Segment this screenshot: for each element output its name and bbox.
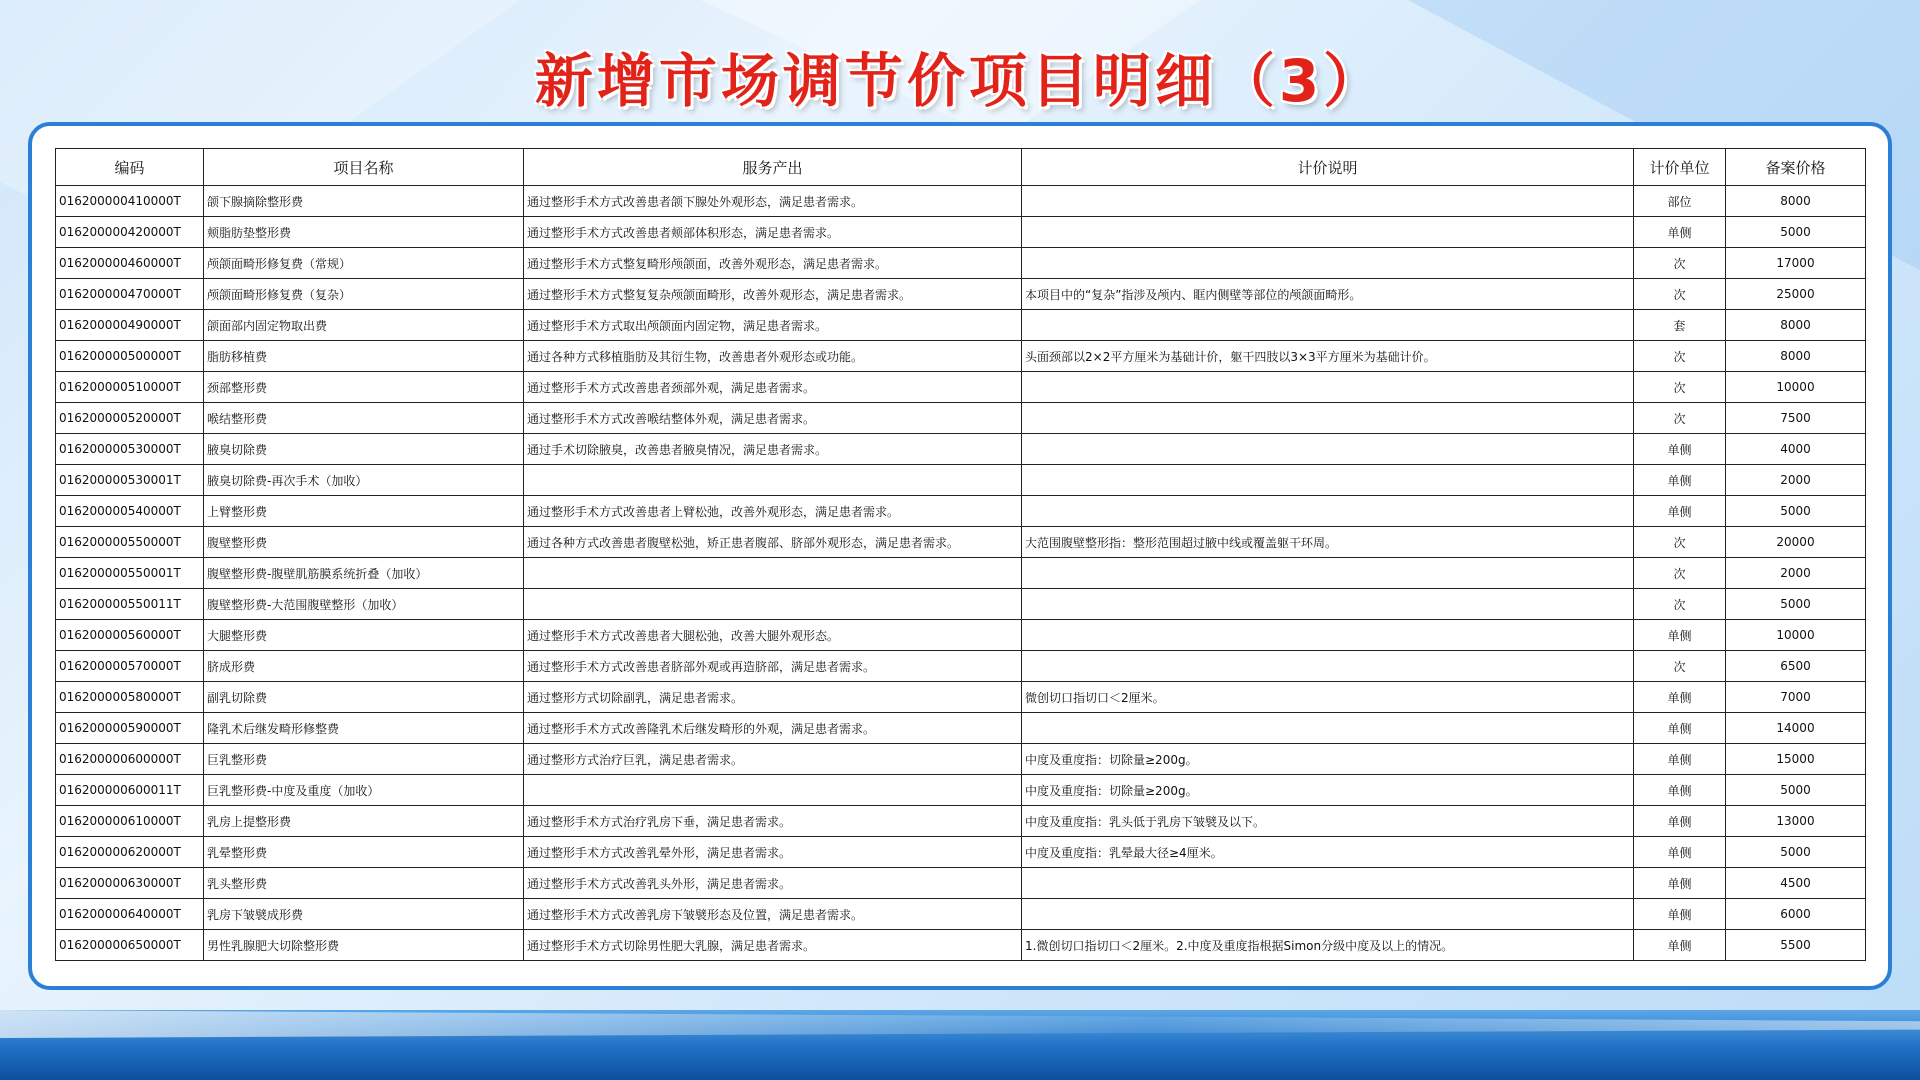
- cell-filed-price: 2000: [1726, 558, 1866, 589]
- cell-pricing-unit: 单侧: [1634, 682, 1726, 713]
- cell-pricing-unit: 单侧: [1634, 713, 1726, 744]
- cell-code: 016200000550001T: [56, 558, 204, 589]
- price-table: [55, 148, 1866, 961]
- table-row: [56, 403, 1866, 434]
- cell-code: 016200000580000T: [56, 682, 204, 713]
- cell-item-name: 乳房上提整形费: [204, 806, 524, 837]
- cell-item-name: 腋臭切除费: [204, 434, 524, 465]
- cell-item-name: 上臂整形费: [204, 496, 524, 527]
- table-row: [56, 434, 1866, 465]
- cell-service-output: 通过整形手术方式取出颅颌面内固定物，满足患者需求。: [524, 310, 1022, 341]
- table-row: [56, 341, 1866, 372]
- cell-filed-price: 4500: [1726, 868, 1866, 899]
- bottom-decor-band: [0, 1010, 1920, 1080]
- cell-filed-price: 13000: [1726, 806, 1866, 837]
- table-row: [56, 806, 1866, 837]
- cell-filed-price: 7000: [1726, 682, 1866, 713]
- cell-service-output: 通过整形手术方式改善乳房下皱襞形态及位置，满足患者需求。: [524, 899, 1022, 930]
- cell-item-name: 脂肪移植费: [204, 341, 524, 372]
- header-code: 编码: [56, 149, 204, 186]
- cell-service-output: 通过整形方式切除副乳，满足患者需求。: [524, 682, 1022, 713]
- cell-item-name: 喉结整形费: [204, 403, 524, 434]
- cell-service-output: 通过整形手术方式整复复杂颅颌面畸形，改善外观形态，满足患者需求。: [524, 279, 1022, 310]
- cell-service-output: 通过整形手术方式改善患者颌下腺处外观形态，满足患者需求。: [524, 186, 1022, 217]
- cell-pricing-note: [1022, 186, 1634, 217]
- cell-item-name: 腹壁整形费: [204, 527, 524, 558]
- table-row: [56, 868, 1866, 899]
- cell-service-output: [524, 775, 1022, 806]
- table-row: [56, 620, 1866, 651]
- cell-pricing-note: [1022, 217, 1634, 248]
- cell-code: 016200000530001T: [56, 465, 204, 496]
- cell-pricing-note: 1.微创切口指切口＜2厘米。2.中度及重度指根据Simon分级中度及以上的情况。: [1022, 930, 1634, 961]
- table-row: [56, 651, 1866, 682]
- cell-filed-price: 8000: [1726, 186, 1866, 217]
- cell-pricing-note: [1022, 465, 1634, 496]
- cell-pricing-note: [1022, 899, 1634, 930]
- cell-item-name: 男性乳腺肥大切除整形费: [204, 930, 524, 961]
- cell-pricing-note: 头面颈部以2×2平方厘米为基础计价，躯干四肢以3×3平方厘米为基础计价。: [1022, 341, 1634, 372]
- cell-item-name: 巨乳整形费: [204, 744, 524, 775]
- cell-service-output: 通过各种方式移植脂肪及其衍生物，改善患者外观形态或功能。: [524, 341, 1022, 372]
- cell-pricing-unit: 单侧: [1634, 837, 1726, 868]
- cell-pricing-unit: 次: [1634, 248, 1726, 279]
- table-row: [56, 310, 1866, 341]
- cell-pricing-note: [1022, 589, 1634, 620]
- cell-filed-price: 17000: [1726, 248, 1866, 279]
- table-row: [56, 713, 1866, 744]
- cell-code: 016200000600000T: [56, 744, 204, 775]
- cell-code: 016200000560000T: [56, 620, 204, 651]
- cell-item-name: 脐成形费: [204, 651, 524, 682]
- cell-filed-price: 7500: [1726, 403, 1866, 434]
- cell-filed-price: 5000: [1726, 589, 1866, 620]
- cell-item-name: 腹壁整形费-大范围腹壁整形（加收）: [204, 589, 524, 620]
- page-title: 新增市场调节价项目明细（3）: [534, 47, 1386, 115]
- cell-pricing-note: [1022, 248, 1634, 279]
- cell-service-output: 通过手术切除腋臭，改善患者腋臭情况，满足患者需求。: [524, 434, 1022, 465]
- cell-pricing-note: [1022, 434, 1634, 465]
- cell-filed-price: 15000: [1726, 744, 1866, 775]
- cell-pricing-note: [1022, 868, 1634, 899]
- cell-pricing-note: 大范围腹壁整形指：整形范围超过腋中线或覆盖躯干环周。: [1022, 527, 1634, 558]
- cell-service-output: 通过整形手术方式改善患者大腿松弛，改善大腿外观形态。: [524, 620, 1022, 651]
- table-row: [56, 527, 1866, 558]
- cell-pricing-unit: 单侧: [1634, 620, 1726, 651]
- cell-filed-price: 6000: [1726, 899, 1866, 930]
- table-header-row: [56, 149, 1866, 186]
- header-pricing-note: 计价说明: [1022, 149, 1634, 186]
- header-pricing-unit: 计价单位: [1634, 149, 1726, 186]
- cell-pricing-note: [1022, 496, 1634, 527]
- cell-service-output: 通过整形手术方式改善患者脐部外观或再造脐部，满足患者需求。: [524, 651, 1022, 682]
- cell-pricing-unit: 次: [1634, 558, 1726, 589]
- cell-pricing-unit: 单侧: [1634, 434, 1726, 465]
- cell-filed-price: 4000: [1726, 434, 1866, 465]
- table-row: [56, 899, 1866, 930]
- cell-filed-price: 8000: [1726, 310, 1866, 341]
- header-service-output: 服务产出: [524, 149, 1022, 186]
- table-row: [56, 558, 1866, 589]
- cell-item-name: 颅颌面畸形修复费（复杂）: [204, 279, 524, 310]
- cell-pricing-unit: 单侧: [1634, 806, 1726, 837]
- cell-item-name: 腋臭切除费-再次手术（加收）: [204, 465, 524, 496]
- cell-code: 016200000510000T: [56, 372, 204, 403]
- cell-code: 016200000530000T: [56, 434, 204, 465]
- table-row: [56, 589, 1866, 620]
- table-row: [56, 837, 1866, 868]
- cell-code: 016200000550011T: [56, 589, 204, 620]
- bottom-decor-streak: [0, 1010, 1920, 1038]
- cell-pricing-note: 微创切口指切口＜2厘米。: [1022, 682, 1634, 713]
- cell-code: 016200000570000T: [56, 651, 204, 682]
- cell-code: 016200000590000T: [56, 713, 204, 744]
- cell-service-output: [524, 465, 1022, 496]
- cell-service-output: 通过整形手术方式改善乳晕外形，满足患者需求。: [524, 837, 1022, 868]
- cell-item-name: 隆乳术后继发畸形修整费: [204, 713, 524, 744]
- cell-service-output: 通过各种方式改善患者腹壁松弛，矫正患者腹部、脐部外观形态，满足患者需求。: [524, 527, 1022, 558]
- cell-service-output: 通过整形手术方式改善喉结整体外观，满足患者需求。: [524, 403, 1022, 434]
- cell-item-name: 副乳切除费: [204, 682, 524, 713]
- cell-pricing-note: 中度及重度指：乳晕最大径≥4厘米。: [1022, 837, 1634, 868]
- cell-filed-price: 8000: [1726, 341, 1866, 372]
- header-filed-price: 备案价格: [1726, 149, 1866, 186]
- table-row: [56, 496, 1866, 527]
- cell-pricing-unit: 单侧: [1634, 868, 1726, 899]
- cell-filed-price: 5000: [1726, 217, 1866, 248]
- cell-pricing-unit: 部位: [1634, 186, 1726, 217]
- cell-code: 016200000600011T: [56, 775, 204, 806]
- cell-pricing-note: [1022, 713, 1634, 744]
- cell-item-name: 腹壁整形费-腹壁肌筋膜系统折叠（加收）: [204, 558, 524, 589]
- cell-service-output: 通过整形手术方式改善隆乳术后继发畸形的外观，满足患者需求。: [524, 713, 1022, 744]
- cell-filed-price: 14000: [1726, 713, 1866, 744]
- cell-service-output: 通过整形手术方式改善患者颈部外观，满足患者需求。: [524, 372, 1022, 403]
- table-row: [56, 279, 1866, 310]
- cell-pricing-unit: 单侧: [1634, 930, 1726, 961]
- cell-service-output: 通过整形手术方式整复畸形颅颌面，改善外观形态，满足患者需求。: [524, 248, 1022, 279]
- cell-code: 016200000500000T: [56, 341, 204, 372]
- table-row: [56, 775, 1866, 806]
- cell-code: 016200000490000T: [56, 310, 204, 341]
- cell-pricing-note: 中度及重度指：乳头低于乳房下皱襞及以下。: [1022, 806, 1634, 837]
- cell-pricing-note: [1022, 651, 1634, 682]
- table-row: [56, 248, 1866, 279]
- table-row: [56, 186, 1866, 217]
- cell-pricing-note: [1022, 620, 1634, 651]
- cell-pricing-unit: 单侧: [1634, 465, 1726, 496]
- cell-pricing-unit: 单侧: [1634, 899, 1726, 930]
- cell-service-output: 通过整形手术方式治疗乳房下垂，满足患者需求。: [524, 806, 1022, 837]
- cell-pricing-note: 中度及重度指：切除量≥200g。: [1022, 775, 1634, 806]
- cell-filed-price: 25000: [1726, 279, 1866, 310]
- cell-pricing-unit: 单侧: [1634, 496, 1726, 527]
- cell-code: 016200000460000T: [56, 248, 204, 279]
- cell-pricing-unit: 次: [1634, 527, 1726, 558]
- cell-pricing-unit: 次: [1634, 279, 1726, 310]
- cell-pricing-unit: 次: [1634, 589, 1726, 620]
- cell-code: 016200000520000T: [56, 403, 204, 434]
- table-body: [56, 186, 1866, 961]
- cell-pricing-unit: 次: [1634, 372, 1726, 403]
- cell-filed-price: 2000: [1726, 465, 1866, 496]
- cell-code: 016200000620000T: [56, 837, 204, 868]
- cell-service-output: 通过整形手术方式改善乳头外形，满足患者需求。: [524, 868, 1022, 899]
- cell-code: 016200000540000T: [56, 496, 204, 527]
- cell-item-name: 颌下腺摘除整形费: [204, 186, 524, 217]
- cell-item-name: 乳房下皱襞成形费: [204, 899, 524, 930]
- table-row: [56, 930, 1866, 961]
- cell-filed-price: 6500: [1726, 651, 1866, 682]
- cell-service-output: 通过整形手术方式切除男性肥大乳腺，满足患者需求。: [524, 930, 1022, 961]
- cell-filed-price: 5000: [1726, 496, 1866, 527]
- cell-pricing-note: [1022, 310, 1634, 341]
- cell-item-name: 大腿整形费: [204, 620, 524, 651]
- cell-filed-price: 5000: [1726, 775, 1866, 806]
- cell-code: 016200000470000T: [56, 279, 204, 310]
- cell-code: 016200000630000T: [56, 868, 204, 899]
- cell-pricing-unit: 次: [1634, 341, 1726, 372]
- cell-service-output: 通过整形手术方式改善患者上臂松弛，改善外观形态，满足患者需求。: [524, 496, 1022, 527]
- cell-code: 016200000550000T: [56, 527, 204, 558]
- cell-code: 016200000650000T: [56, 930, 204, 961]
- cell-pricing-unit: 套: [1634, 310, 1726, 341]
- cell-pricing-note: 本项目中的“复杂”指涉及颅内、眶内侧壁等部位的颅颌面畸形。: [1022, 279, 1634, 310]
- cell-service-output: [524, 589, 1022, 620]
- cell-code: 016200000410000T: [56, 186, 204, 217]
- cell-code: 016200000640000T: [56, 899, 204, 930]
- cell-filed-price: 5500: [1726, 930, 1866, 961]
- cell-filed-price: 10000: [1726, 620, 1866, 651]
- cell-service-output: 通过整形方式治疗巨乳，满足患者需求。: [524, 744, 1022, 775]
- cell-pricing-unit: 次: [1634, 403, 1726, 434]
- cell-pricing-note: [1022, 372, 1634, 403]
- cell-pricing-unit: 单侧: [1634, 775, 1726, 806]
- cell-item-name: 颌面部内固定物取出费: [204, 310, 524, 341]
- cell-item-name: 颅颌面畸形修复费（常规）: [204, 248, 524, 279]
- cell-pricing-unit: 单侧: [1634, 744, 1726, 775]
- cell-item-name: 巨乳整形费-中度及重度（加收）: [204, 775, 524, 806]
- cell-filed-price: 20000: [1726, 527, 1866, 558]
- cell-code: 016200000420000T: [56, 217, 204, 248]
- cell-service-output: 通过整形手术方式改善患者颊部体积形态，满足患者需求。: [524, 217, 1022, 248]
- cell-pricing-note: 中度及重度指：切除量≥200g。: [1022, 744, 1634, 775]
- cell-pricing-unit: 单侧: [1634, 217, 1726, 248]
- cell-filed-price: 10000: [1726, 372, 1866, 403]
- cell-service-output: [524, 558, 1022, 589]
- table-row: [56, 372, 1866, 403]
- cell-pricing-note: [1022, 403, 1634, 434]
- cell-pricing-note: [1022, 558, 1634, 589]
- table-row: [56, 217, 1866, 248]
- table-row: [56, 682, 1866, 713]
- cell-item-name: 乳晕整形费: [204, 837, 524, 868]
- cell-code: 016200000610000T: [56, 806, 204, 837]
- header-item-name: 项目名称: [204, 149, 524, 186]
- table-row: [56, 744, 1866, 775]
- cell-filed-price: 5000: [1726, 837, 1866, 868]
- cell-pricing-unit: 次: [1634, 651, 1726, 682]
- cell-item-name: 乳头整形费: [204, 868, 524, 899]
- cell-item-name: 颊脂肪垫整形费: [204, 217, 524, 248]
- table-row: [56, 465, 1866, 496]
- cell-item-name: 颈部整形费: [204, 372, 524, 403]
